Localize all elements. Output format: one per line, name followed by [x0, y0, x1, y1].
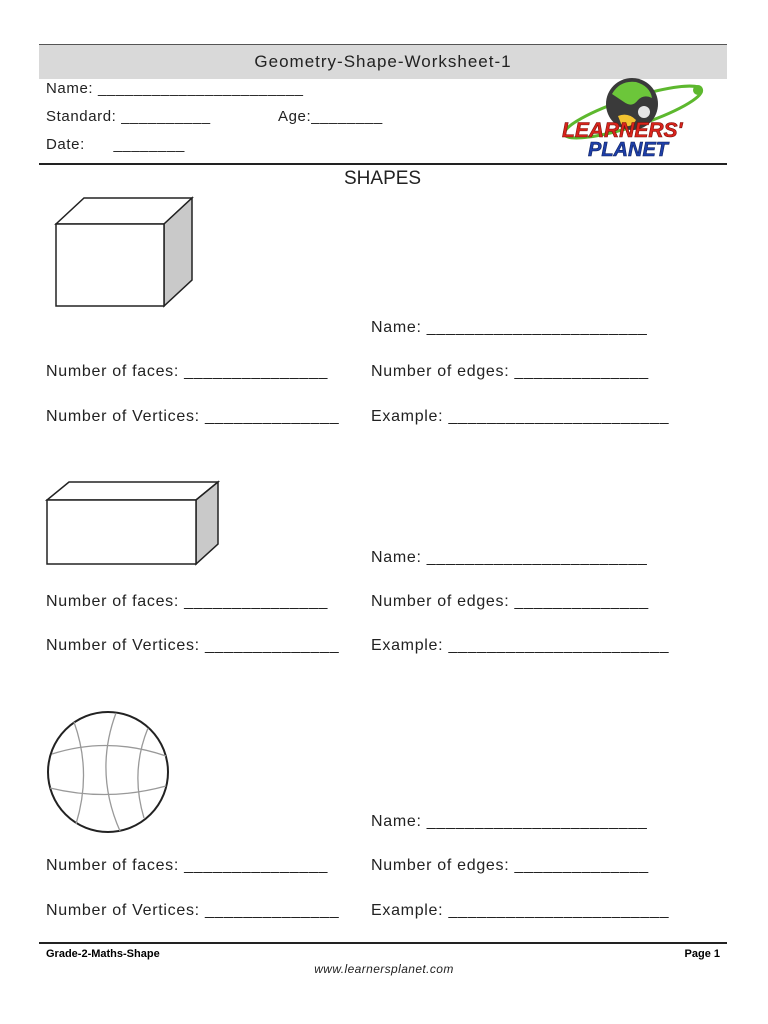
shape1-faces-field: Number of faces: _______________ [46, 363, 329, 380]
cube-icon [52, 194, 194, 310]
student-name-field: Name: _______________________ [46, 80, 304, 97]
shape2-faces-field: Number of faces: _______________ [46, 593, 329, 610]
section-heading: SHAPES [344, 168, 422, 189]
shape3-faces-field: Number of faces: _______________ [46, 857, 329, 874]
shape3-vertices-field: Number of Vertices: ______________ [46, 902, 340, 919]
shape2-vertices-field: Number of Vertices: ______________ [46, 637, 340, 654]
header-divider [39, 163, 727, 165]
shape1-example-field: Example: _______________________ [371, 408, 670, 425]
shape1-name-field: Name: _______________________ [371, 319, 648, 336]
shape1-edges-field: Number of edges: ______________ [371, 363, 649, 380]
shape2-name-field: Name: _______________________ [371, 549, 648, 566]
logo-text-learners: LEARNERS' [562, 119, 683, 142]
footer-grade-label: Grade-2-Maths-Shape [46, 948, 160, 960]
standard-field: Standard: __________ [46, 108, 211, 125]
shape1-vertices-field: Number of Vertices: ______________ [46, 408, 340, 425]
age-field: Age:________ [278, 108, 383, 125]
logo-text-planet: PLANET [588, 139, 668, 161]
shape3-example-field: Example: _______________________ [371, 902, 670, 919]
shape2-edges-field: Number of edges: ______________ [371, 593, 649, 610]
sphere-icon [44, 710, 172, 834]
worksheet-title: Geometry-Shape-Worksheet-1 [254, 52, 512, 71]
shape3-name-field: Name: _______________________ [371, 813, 648, 830]
date-field: Date: ________ [46, 136, 185, 153]
cuboid-icon [44, 480, 224, 568]
footer-website-link[interactable]: www.learnersplanet.com [314, 962, 454, 976]
footer-divider [39, 942, 727, 944]
shape2-example-field: Example: _______________________ [371, 637, 670, 654]
learners-planet-logo [548, 72, 718, 164]
footer-page-number: Page 1 [684, 948, 720, 960]
shape3-edges-field: Number of edges: ______________ [371, 857, 649, 874]
